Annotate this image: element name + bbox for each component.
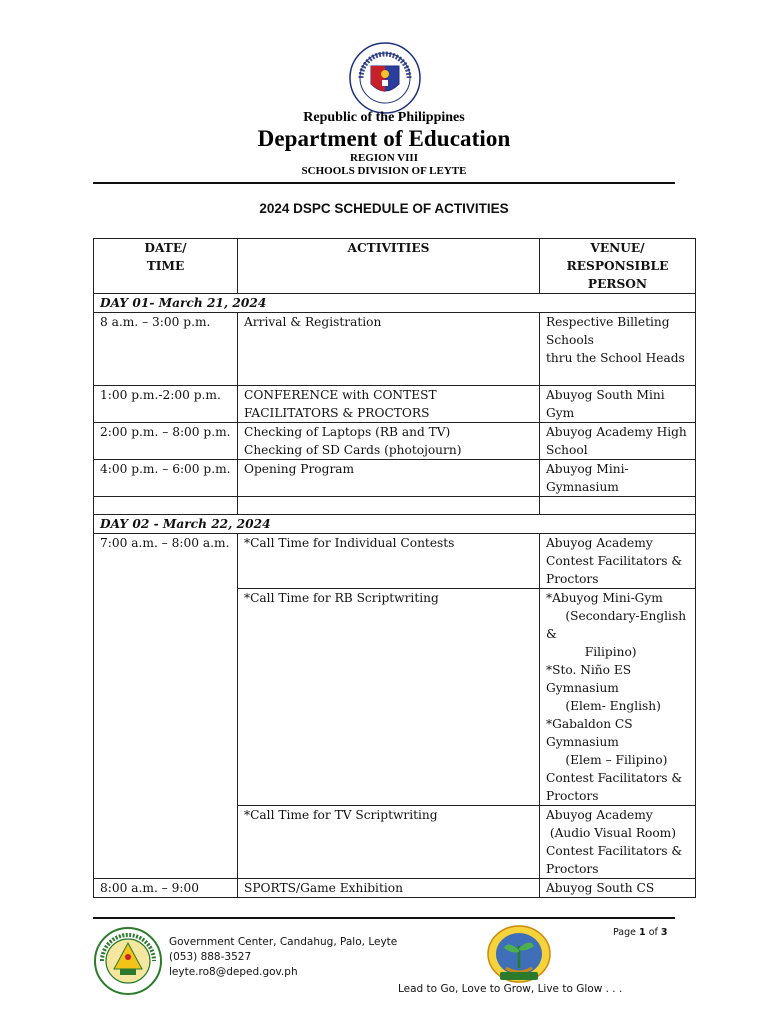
activity-cell: CONFERENCE with CONTEST FACILITATORS & PROCTORS	[238, 386, 540, 423]
page-of: of	[648, 927, 658, 938]
venue-cell: Abuyog Academy High School	[540, 423, 696, 460]
activity-cell: *Call Time for RB Scriptwriting	[238, 589, 540, 806]
venue-cell: Abuyog Mini-Gymnasium	[540, 460, 696, 497]
header-department: Department of Education	[257, 126, 511, 151]
header-venue: VENUE/ RESPONSIBLE PERSON	[540, 239, 696, 294]
day-row	[94, 515, 696, 534]
header-republic: Republic of the Philippines	[303, 110, 465, 125]
activity-cell: SPORTS/Game Exhibition	[238, 879, 540, 898]
page-prefix: Page	[613, 927, 636, 938]
empty-row	[94, 497, 696, 515]
venue-cell: Respective Billeting Schools thru the School Heads	[540, 313, 696, 386]
time-cell: 4:00 p.m. – 6:00 p.m.	[94, 460, 238, 497]
header-division: SCHOOLS DIVISION OF LEYTE	[301, 165, 467, 177]
table-header-row	[94, 239, 696, 294]
time-cell: 2:00 p.m. – 8:00 p.m.	[94, 423, 238, 460]
venue-cell: Abuyog Academy Contest Facilitators & Proctors	[540, 534, 696, 589]
footer-contact	[169, 935, 397, 980]
activity-cell: Opening Program	[238, 460, 540, 497]
empty-cell	[238, 497, 540, 515]
footer-divider	[93, 917, 675, 919]
footer-email: leyte.ro8@deped.gov.ph	[169, 966, 298, 978]
table-row	[94, 460, 696, 497]
seedling-logo	[486, 924, 552, 984]
schedule-table	[93, 238, 696, 898]
activity-cell: *Call Time for Individual Contests	[238, 534, 540, 589]
page-total: 3	[660, 927, 668, 938]
deped-seal-logo	[349, 42, 421, 114]
venue-cell: Abuyog Academy (Audio Visual Room) Contest Facilitators & Proctors	[540, 806, 696, 879]
division-of-leyte-logo	[94, 927, 162, 995]
table-row	[94, 534, 696, 589]
document-title: 2024 DSPC SCHEDULE OF ACTIVITIES	[259, 201, 509, 216]
time-cell: 8:00 a.m. – 9:00	[94, 879, 238, 898]
header-region: REGION VIII	[350, 152, 418, 164]
table-row	[94, 313, 696, 386]
time-cell: 7:00 a.m. – 8:00 a.m.	[94, 534, 238, 879]
venue-cell: *Abuyog Mini-Gym (Secondary-English & Filipino) *Sto. Niño ES Gymnasium (Elem- English) *Gabaldon CS Gymnasium (Elem – Filipino) Contest Facilitators & Proctors	[540, 589, 696, 806]
header-divider	[93, 182, 675, 184]
page-number	[613, 927, 668, 938]
activity-cell: *Call Time for TV Scriptwriting	[238, 806, 540, 879]
empty-cell	[540, 497, 696, 515]
time-cell: 1:00 p.m.-2:00 p.m.	[94, 386, 238, 423]
footer-phone: (053) 888-3527	[169, 951, 252, 963]
table-row	[94, 879, 696, 898]
day-row	[94, 294, 696, 313]
footer-slogan: Lead to Go, Love to Grow, Live to Glow . . .	[398, 983, 623, 995]
header-activities: ACTIVITIES	[238, 239, 540, 294]
activity-cell: Arrival & Registration	[238, 313, 540, 386]
table-row	[94, 386, 696, 423]
empty-cell	[94, 497, 238, 515]
activity-cell: Checking of Laptops (RB and TV) Checking of SD Cards (photojourn)	[238, 423, 540, 460]
day2-label: DAY 02 - March 22, 2024	[94, 515, 696, 534]
time-cell: 8 a.m. – 3:00 p.m.	[94, 313, 238, 386]
header-date-time: DATE/ TIME	[94, 239, 238, 294]
table-row	[94, 423, 696, 460]
venue-cell: Abuyog South Mini Gym	[540, 386, 696, 423]
venue-cell: Abuyog South CS	[540, 879, 696, 898]
day1-label: DAY 01- March 21, 2024	[94, 294, 696, 313]
page-current: 1	[639, 927, 646, 938]
footer-address: Government Center, Candahug, Palo, Leyte	[169, 936, 398, 948]
